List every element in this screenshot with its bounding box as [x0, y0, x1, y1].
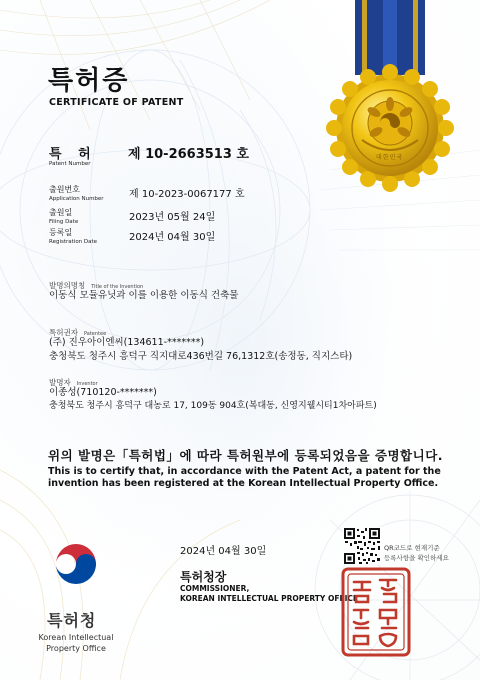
kipo-name-en: Korean Intellectual Property Office — [38, 633, 114, 653]
qr-caption — [384, 543, 449, 563]
patentee-address: 충청북도 청주시 흥덕구 직지대로436번길 76,1312호(송정동, 직지스타) — [49, 351, 353, 362]
commissioner-title-en — [180, 584, 358, 604]
seal-text: 대한민국 — [376, 154, 404, 161]
kipo-emblem-icon — [52, 538, 100, 598]
patentee-name: (주) 진우아이엔씨(134611-*******) — [49, 337, 205, 348]
patentee-label-en: Patentee — [83, 331, 107, 337]
patent-number-value: 제 10-2663513 호 — [128, 147, 249, 162]
application-number-label-en: Application Number — [49, 196, 104, 202]
filing-date-label: 출원일 — [49, 208, 73, 217]
inventor-name: 이종성(710120-*******) — [49, 387, 157, 398]
inventor-label: 발명자 — [49, 378, 71, 387]
inventor-label-en: Inventor — [76, 381, 98, 387]
commissioner-title: 특허청장 — [180, 570, 227, 584]
certification-statement-ko: 위의 발명은「특허법」에 따라 특허원부에 등록되었음을 증명합니다. — [48, 448, 444, 463]
patent-number-label-en: Patent Number — [49, 161, 91, 167]
patentee-label: 특허권자 — [49, 328, 78, 337]
qr-caption-line-2: 등록사항을 확인하세요 — [384, 554, 449, 562]
qr-code-icon[interactable] — [343, 527, 381, 565]
qr-caption-line-1: QR코드로 현재기준 — [384, 544, 440, 552]
application-number-value: 제 10-2023-0067177 호 — [129, 189, 245, 200]
certification-statement-en: This is to certify that, in accordance with the Patent Act, a patent for the invention has been registered at the Korean Intellectual Property Office. — [48, 466, 441, 489]
filing-date-label-en: Filing Date — [49, 219, 79, 225]
gold-seal-icon — [326, 64, 454, 192]
inventor-address: 충청북도 청주시 흥덕구 대농로 17, 109동 904호(복대동, 신영지웰시티1차아파트) — [49, 401, 377, 411]
kipo-name: 특허청 — [47, 611, 97, 630]
official-stamp-icon — [340, 566, 412, 658]
invention-label-en: Title of the Invention — [91, 284, 144, 290]
application-number-label: 출원번호 — [49, 185, 80, 194]
registration-date-label: 등록일 — [49, 228, 73, 237]
commissioner-en-line-2: KOREAN INTELLECTUAL PROPERTY OFFICE — [180, 594, 359, 603]
patent-number-label: 특 허 — [49, 147, 97, 162]
registration-date-value: 2024년 04월 30일 — [129, 232, 216, 243]
invention-title: 이동식 모듈유닛과 이를 이용한 이동식 건축물 — [49, 290, 239, 301]
invention-label: 발명의명칭 — [49, 281, 86, 290]
ribbon — [355, 0, 425, 75]
issue-date: 2024년 04월 30일 — [180, 546, 267, 557]
filing-date-value: 2023년 05월 24일 — [129, 212, 216, 223]
registration-date-label-en: Registration Date — [49, 239, 98, 245]
certificate-title: 특허증 — [48, 66, 130, 96]
certificate-title-en: CERTIFICATE OF PATENT — [49, 97, 184, 108]
commissioner-en-line-1: COMMISSIONER, — [180, 584, 250, 593]
